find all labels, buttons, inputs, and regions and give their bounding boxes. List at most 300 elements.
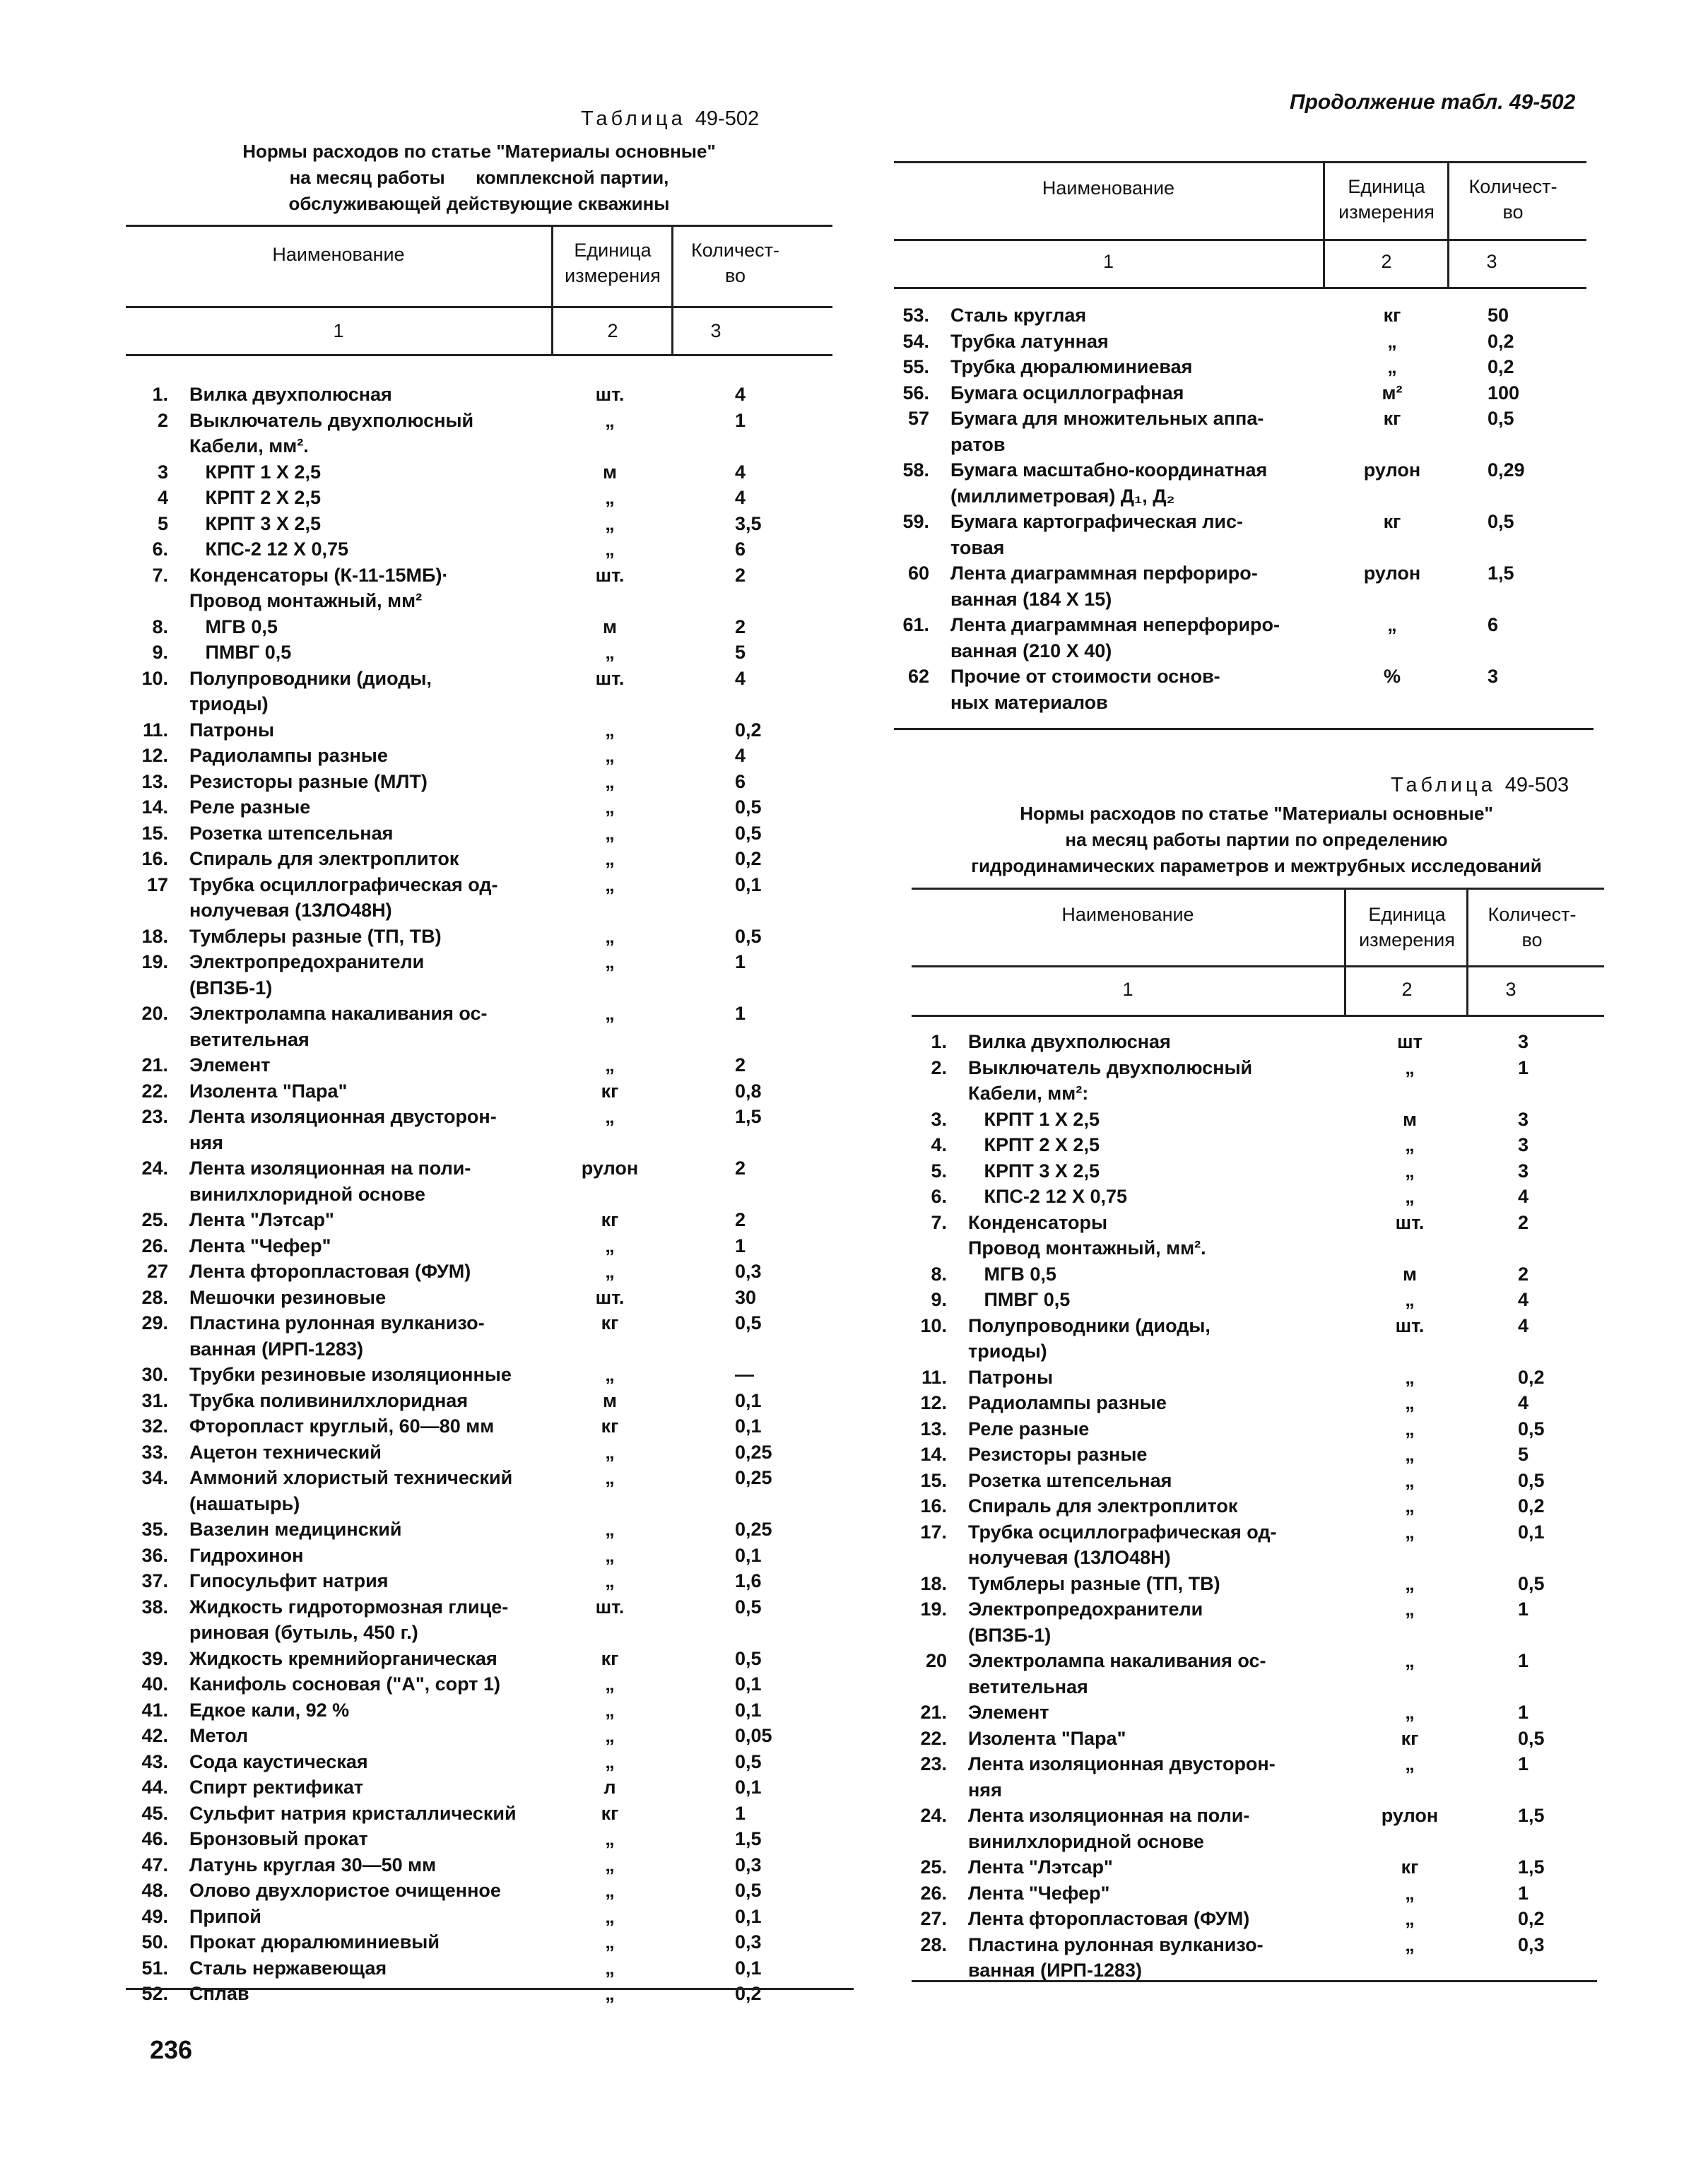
colnum-2: 2 [607, 320, 618, 341]
row-name: Сталь круглая [950, 305, 1087, 326]
row-quantity: 4 [1518, 1289, 1529, 1310]
row-unit: м [1403, 1108, 1417, 1130]
table-row [126, 1878, 861, 1904]
table-row [912, 1313, 1618, 1365]
table-row [912, 1107, 1618, 1133]
row-name: КРПТ 3 Х 2,5 [189, 512, 321, 534]
row-quantity: 6 [735, 538, 746, 560]
row-unit: „ [1405, 1186, 1415, 1207]
row-name: Розетка штепсельная [189, 822, 394, 844]
row-name: Патроны [968, 1366, 1053, 1388]
row-name: Трубка осциллографическая од- нолучевая (13ЛО48Н) [189, 873, 498, 921]
row-number: 61. [902, 614, 929, 635]
row-quantity: 0,8 [735, 1080, 762, 1102]
row-name: Тумблеры разные (ТП, ТВ) [189, 925, 442, 947]
row-name: Патроны [189, 719, 274, 741]
row-name: Лента диаграммная перфориро- ванная (184 Х 15) [950, 563, 1258, 610]
row-quantity: 4 [1518, 1186, 1529, 1207]
row-name: Выключатель двухполюсный [968, 1056, 1253, 1078]
row-number: 47. [141, 1854, 168, 1876]
continuation-label: Продолжение табл. 49-502 [1290, 90, 1576, 114]
row-unit: рулон [1381, 1805, 1439, 1826]
table-row [126, 666, 861, 717]
row-quantity: 0,5 [1488, 511, 1514, 532]
row-quantity: 1 [1518, 1650, 1529, 1671]
row-number: 51. [141, 1957, 168, 1979]
row-name: Бумага для множительных аппа- ратов [950, 408, 1264, 455]
table-row [126, 563, 861, 589]
row-name: Трубка осциллографическая од- нолучевая (13ЛО48Н) [968, 1521, 1277, 1568]
row-name: Бумага картографическая лис- товая [950, 511, 1244, 558]
row-quantity: 3 [1518, 1108, 1529, 1130]
row-name: Провод монтажный, мм². [968, 1237, 1206, 1259]
row-name: Аммоний хлористый технический (нашатырь) [189, 1467, 513, 1514]
row-unit: „ [1405, 1933, 1415, 1955]
row-name: Элемент [189, 1054, 271, 1076]
row-unit: „ [605, 1235, 615, 1256]
row-unit: „ [605, 745, 615, 766]
row-unit: „ [1387, 330, 1397, 352]
row-quantity: 0,2 [1488, 356, 1514, 377]
row-quantity: 0,3 [735, 1854, 762, 1876]
row-unit: „ [1405, 1160, 1415, 1182]
row-number: 15. [141, 822, 168, 844]
header-qty: Количест- во [691, 240, 779, 286]
row-unit: кг [601, 1415, 619, 1437]
table-row [126, 640, 861, 666]
row-quantity: 3 [1518, 1031, 1529, 1052]
row-number: 5 [157, 512, 168, 534]
table-row [894, 302, 1601, 329]
table-row [912, 1493, 1618, 1519]
row-unit: „ [605, 1106, 615, 1127]
row-name: КРПТ 1 Х 2,5 [968, 1108, 1100, 1130]
row-quantity: 0,5 [735, 1647, 762, 1669]
row-name: Гидрохинон [189, 1544, 304, 1566]
row-unit: кг [601, 1802, 619, 1824]
row-quantity: 4 [735, 487, 746, 508]
row-name: Пластина рулонная вулканизо- ванная (ИРП-1283) [189, 1312, 485, 1360]
row-quantity: 4 [735, 745, 746, 766]
row-number: 56. [902, 382, 929, 404]
row-unit: „ [1405, 1753, 1415, 1774]
row-name: Припой [189, 1905, 261, 1927]
row-unit: „ [1405, 1056, 1415, 1078]
row-unit: „ [1405, 1882, 1415, 1904]
row-number: 28. [920, 1933, 947, 1955]
row-name: Лента "Чефер" [968, 1882, 1110, 1904]
row-name: Бумага осциллографная [950, 382, 1184, 404]
table-row [126, 1904, 861, 1930]
row-quantity: 0,5 [735, 1750, 762, 1772]
row-quantity: 4 [735, 667, 746, 689]
row-unit: кг [1401, 1856, 1419, 1878]
table-row [126, 949, 861, 1001]
row-number: 9. [931, 1289, 947, 1310]
row-name: Лента "Чефер" [189, 1235, 331, 1256]
row-name: Электропредохранители (ВПЗБ-1) [189, 951, 425, 999]
row-unit: кг [601, 1080, 619, 1102]
row-unit: кг [601, 1312, 619, 1333]
row-unit: „ [605, 873, 615, 895]
row-name: КРПТ 3 Х 2,5 [968, 1160, 1100, 1182]
table-row [912, 1932, 1618, 1984]
row-number: 32. [141, 1415, 168, 1437]
table-row [126, 1155, 861, 1207]
row-number: 16. [141, 848, 168, 869]
row-quantity: 1 [735, 1235, 746, 1256]
row-quantity: 0,1 [735, 1673, 762, 1695]
row-number: 16. [920, 1495, 947, 1517]
header-name: Наименование [1042, 177, 1175, 199]
row-name: Тумблеры разные (ТП, ТВ) [968, 1572, 1220, 1594]
row-unit: „ [605, 1931, 615, 1953]
row-unit: „ [1387, 614, 1397, 635]
table-row [894, 380, 1601, 406]
row-unit: „ [1387, 356, 1397, 377]
row-number: 19. [141, 951, 168, 972]
row-quantity: 0,05 [735, 1725, 772, 1746]
table-row [126, 1568, 861, 1594]
row-number: 25. [141, 1209, 168, 1230]
title-line-3: обслуживающей действующие скважины [288, 193, 670, 214]
row-name: Резисторы разные [968, 1444, 1148, 1465]
row-unit: „ [1405, 1495, 1415, 1517]
row-name: Изолента "Пара" [968, 1727, 1126, 1749]
row-number: 22. [920, 1727, 947, 1749]
row-unit: „ [605, 1725, 615, 1746]
row-number: 4. [931, 1134, 947, 1155]
row-name: Лента "Лэтсар" [968, 1856, 1113, 1878]
table-row [126, 717, 861, 743]
row-name: Полупроводники (диоды, триоды) [968, 1314, 1211, 1362]
row-name: Вилка двухполюсная [189, 384, 392, 405]
table-49-502-continued [894, 161, 1586, 741]
row-number: 11. [142, 719, 168, 741]
table-row [126, 511, 861, 537]
table-row [126, 459, 861, 485]
row-number: 21. [141, 1054, 168, 1076]
table-49-502 [126, 225, 832, 2006]
row-number: 57 [907, 408, 929, 429]
row-quantity: 3 [1518, 1160, 1529, 1182]
caption-word: Таблица [581, 107, 686, 130]
row-number: 50. [141, 1931, 168, 1953]
table-row [894, 329, 1601, 355]
table-body [894, 302, 1601, 715]
header-unit: Единица измерения [565, 240, 661, 286]
row-unit: „ [605, 409, 615, 431]
row-number: 35. [141, 1519, 168, 1540]
table-row [912, 1468, 1618, 1494]
row-number: 7. [152, 564, 168, 586]
table-row [126, 1465, 861, 1517]
table-row [894, 457, 1601, 509]
table-row [912, 1132, 1618, 1158]
table-row [126, 1981, 861, 2007]
row-quantity: 1,5 [1518, 1805, 1545, 1826]
row-unit: „ [605, 1828, 615, 1849]
row-number: 23. [920, 1753, 947, 1774]
header-unit: Единица измерения [1338, 176, 1435, 223]
table-row [126, 1362, 861, 1388]
row-name: Пластина рулонная вулканизо- ванная (ИРП-1283) [968, 1933, 1264, 1981]
row-number: 40. [141, 1673, 168, 1695]
row-quantity: 0,2 [1518, 1495, 1545, 1517]
row-name: Кабели, мм². [189, 435, 309, 457]
header-qty: Количест- во [1468, 176, 1557, 223]
table-row [126, 1233, 861, 1259]
row-name: Электролампа накаливания ос- ветительная [968, 1650, 1266, 1697]
title-line-2: на месяц работы партии по определению [1065, 829, 1448, 850]
row-quantity: 6 [735, 770, 746, 792]
row-unit: „ [605, 1261, 615, 1282]
table-row [912, 1442, 1618, 1468]
row-unit: шт. [595, 1286, 625, 1308]
row-quantity: 1 [735, 1003, 746, 1024]
row-number: 7. [931, 1211, 947, 1233]
row-number: 41. [141, 1699, 168, 1721]
row-name: Бронзовый прокат [189, 1828, 368, 1849]
row-number: 30. [141, 1364, 168, 1385]
row-number: 14. [141, 796, 168, 818]
row-name: Лента изоляционная двусторон- няя [189, 1106, 497, 1153]
row-quantity: 0,1 [735, 1957, 762, 1979]
row-unit: „ [605, 1364, 615, 1385]
row-name: Лента изоляционная двусторон- няя [968, 1753, 1276, 1801]
table-row [912, 1416, 1618, 1442]
table-row [126, 1749, 861, 1775]
row-name: Лента диаграммная неперфориро- ванная (210 Х 40) [950, 614, 1280, 661]
row-name: Жидкость гидротормозная глице- риновая (бутыль, 450 г.) [189, 1596, 509, 1643]
row-unit: „ [605, 1519, 615, 1540]
table-row [126, 614, 861, 640]
row-quantity: 1 [735, 409, 746, 431]
row-number: 5. [931, 1160, 947, 1182]
row-number: 18. [141, 925, 168, 947]
table-row [126, 1594, 861, 1646]
row-number: 31. [141, 1389, 168, 1411]
row-name: Спираль для электроплиток [189, 848, 459, 869]
title-line-3: гидродинамических параметров и межтрубных исследований [971, 855, 1542, 876]
row-number: 13. [141, 770, 168, 792]
row-number: 53. [902, 305, 929, 326]
row-quantity: 1 [1518, 1882, 1529, 1904]
row-name: Электропредохранители (ВПЗБ-1) [968, 1598, 1203, 1646]
page-number: 236 [150, 2035, 193, 2064]
table-row [126, 1439, 861, 1466]
row-quantity: 0,1 [1518, 1521, 1545, 1543]
row-quantity: 0,5 [735, 822, 762, 844]
row-number: 52. [141, 1983, 168, 2004]
table-row [126, 872, 861, 924]
row-unit: „ [1405, 1469, 1415, 1491]
row-quantity: 0,5 [735, 925, 762, 947]
row-quantity: 0,5 [1518, 1727, 1545, 1749]
row-unit: „ [605, 1699, 615, 1721]
colnum-3: 3 [1505, 979, 1516, 1000]
colnum-1: 1 [1102, 251, 1114, 272]
table-caption-49-502 [581, 107, 759, 131]
table-title-49-502 [126, 139, 832, 217]
title-line-1: Нормы расходов по статье "Материалы основные" [242, 141, 716, 162]
colnum-2: 2 [1401, 979, 1413, 1000]
row-name: Лента "Лэтсар" [189, 1209, 334, 1230]
row-name: Полупроводники (диоды, триоды) [189, 667, 432, 714]
row-number: 14. [920, 1444, 947, 1465]
row-quantity: 0,5 [1518, 1572, 1545, 1594]
row-quantity: 0,1 [735, 1415, 762, 1437]
row-number: 27. [920, 1908, 947, 1929]
row-quantity: 0,5 [735, 1312, 762, 1333]
row-name: Реле разные [189, 796, 311, 818]
row-number: 54. [902, 330, 929, 352]
row-unit: „ [1405, 1444, 1415, 1465]
row-quantity: 0,1 [735, 1389, 762, 1411]
row-quantity: 4 [735, 384, 746, 405]
row-quantity: 0,25 [735, 1467, 772, 1488]
table-row [912, 1055, 1618, 1081]
row-name: Розетка штепсельная [968, 1469, 1172, 1491]
row-name: Радиолампы разные [189, 745, 388, 766]
row-name: Трубка поливинилхлоридная [189, 1389, 469, 1411]
table-row [126, 408, 861, 434]
row-number: 59. [902, 511, 929, 532]
table-row [126, 1723, 861, 1749]
row-name: Электролампа накаливания ос- ветительная [189, 1003, 488, 1050]
row-name: Сульфит натрия кристаллический [189, 1802, 517, 1824]
row-name: Резисторы разные (МЛТ) [189, 770, 428, 792]
caption-number: 49-502 [695, 107, 760, 130]
row-name: Вазелин медицинский [189, 1519, 402, 1540]
table-row [912, 1648, 1618, 1700]
table-row [912, 1803, 1618, 1854]
table-row [126, 794, 861, 820]
row-unit: шт. [1395, 1314, 1425, 1336]
table-row [912, 1854, 1618, 1880]
row-number: 46. [141, 1828, 168, 1849]
row-number: 39. [141, 1647, 168, 1669]
row-unit: „ [1405, 1598, 1415, 1620]
table-row [912, 1184, 1618, 1210]
row-quantity: 0,2 [735, 1983, 762, 2004]
header-unit: Единица измерения [1359, 904, 1455, 950]
row-number: 8. [931, 1263, 947, 1285]
row-name: Элемент [968, 1702, 1049, 1723]
row-unit: шт. [595, 384, 625, 405]
row-name: Латунь круглая 30—50 мм [189, 1854, 437, 1876]
row-name: Трубка дюралюминиевая [950, 356, 1193, 377]
row-number: 20 [925, 1650, 947, 1671]
table-row [912, 1906, 1618, 1932]
row-number: 18. [920, 1572, 947, 1594]
table-row [912, 1287, 1618, 1313]
row-quantity: 2 [735, 1209, 746, 1230]
row-unit: „ [1405, 1392, 1415, 1413]
table-row [894, 406, 1601, 457]
table-row [126, 1052, 861, 1078]
row-number: 49. [141, 1905, 168, 1927]
table-row [126, 1955, 861, 1982]
row-number: 58. [902, 459, 929, 481]
table-row [912, 1751, 1618, 1803]
row-quantity: 50 [1488, 305, 1509, 326]
table-row [126, 1774, 861, 1801]
row-unit: „ [605, 1750, 615, 1772]
row-number: 42. [141, 1725, 168, 1746]
table-row [126, 588, 861, 614]
row-unit: м [1403, 1263, 1417, 1285]
row-name: Реле разные [968, 1418, 1090, 1439]
row-unit: „ [1405, 1289, 1415, 1310]
table-title-49-503 [903, 801, 1610, 879]
row-unit: м [603, 1389, 617, 1411]
table-row [894, 354, 1601, 380]
row-quantity: 2 [1518, 1263, 1529, 1285]
colnum-1: 1 [333, 320, 344, 341]
row-unit: „ [605, 770, 615, 792]
row-number: 1. [152, 384, 168, 405]
row-number: 23. [141, 1106, 168, 1127]
row-quantity: 0,1 [735, 873, 762, 895]
table-row [126, 382, 861, 408]
row-quantity: 4 [1518, 1392, 1529, 1413]
table-row [126, 1517, 861, 1543]
row-name: Конденсаторы [968, 1211, 1108, 1233]
row-quantity: 1 [1518, 1056, 1529, 1078]
row-name: Олово двухлористое очищенное [189, 1880, 501, 1901]
table-row [126, 1104, 861, 1155]
row-number: 19. [920, 1598, 947, 1620]
row-name: КРПТ 2 Х 2,5 [189, 487, 321, 508]
row-unit: м [603, 616, 617, 637]
row-unit: „ [1405, 1134, 1415, 1155]
table-row [912, 1571, 1618, 1597]
row-quantity: 3 [1488, 666, 1499, 687]
table-row [912, 1080, 1618, 1107]
row-number: 33. [141, 1441, 168, 1463]
row-name: Метол [189, 1725, 248, 1746]
table-row [126, 1543, 861, 1569]
row-number: 28. [141, 1286, 168, 1308]
row-number: 11. [921, 1366, 947, 1388]
row-name: Канифоль сосновая ("А", сорт 1) [189, 1673, 501, 1695]
row-unit: % [1383, 666, 1401, 687]
row-name: Жидкость кремнийорганическая [189, 1647, 497, 1669]
row-unit: „ [605, 512, 615, 534]
row-quantity: 0,5 [1488, 408, 1514, 429]
row-unit: „ [605, 1983, 615, 2004]
row-unit: „ [605, 925, 615, 947]
row-number: 29. [141, 1312, 168, 1333]
row-number: 17. [920, 1521, 947, 1543]
row-quantity: 1,5 [735, 1106, 762, 1127]
row-number: 55. [902, 356, 929, 377]
row-unit: „ [1405, 1650, 1415, 1671]
title-line-2: на месяц работы комплексной партии, [289, 167, 669, 188]
table-row [126, 1259, 861, 1285]
row-quantity: 0,2 [1518, 1366, 1545, 1388]
row-quantity: 0,5 [1518, 1469, 1545, 1491]
colnum-1: 1 [1122, 979, 1133, 1000]
row-number: 2 [157, 409, 168, 431]
table-row [126, 1310, 861, 1362]
table-49-503 [912, 888, 1604, 1997]
row-quantity: — [735, 1364, 754, 1385]
row-quantity: 0,29 [1488, 459, 1525, 481]
row-quantity: 100 [1488, 382, 1520, 404]
row-unit: „ [605, 1054, 615, 1076]
